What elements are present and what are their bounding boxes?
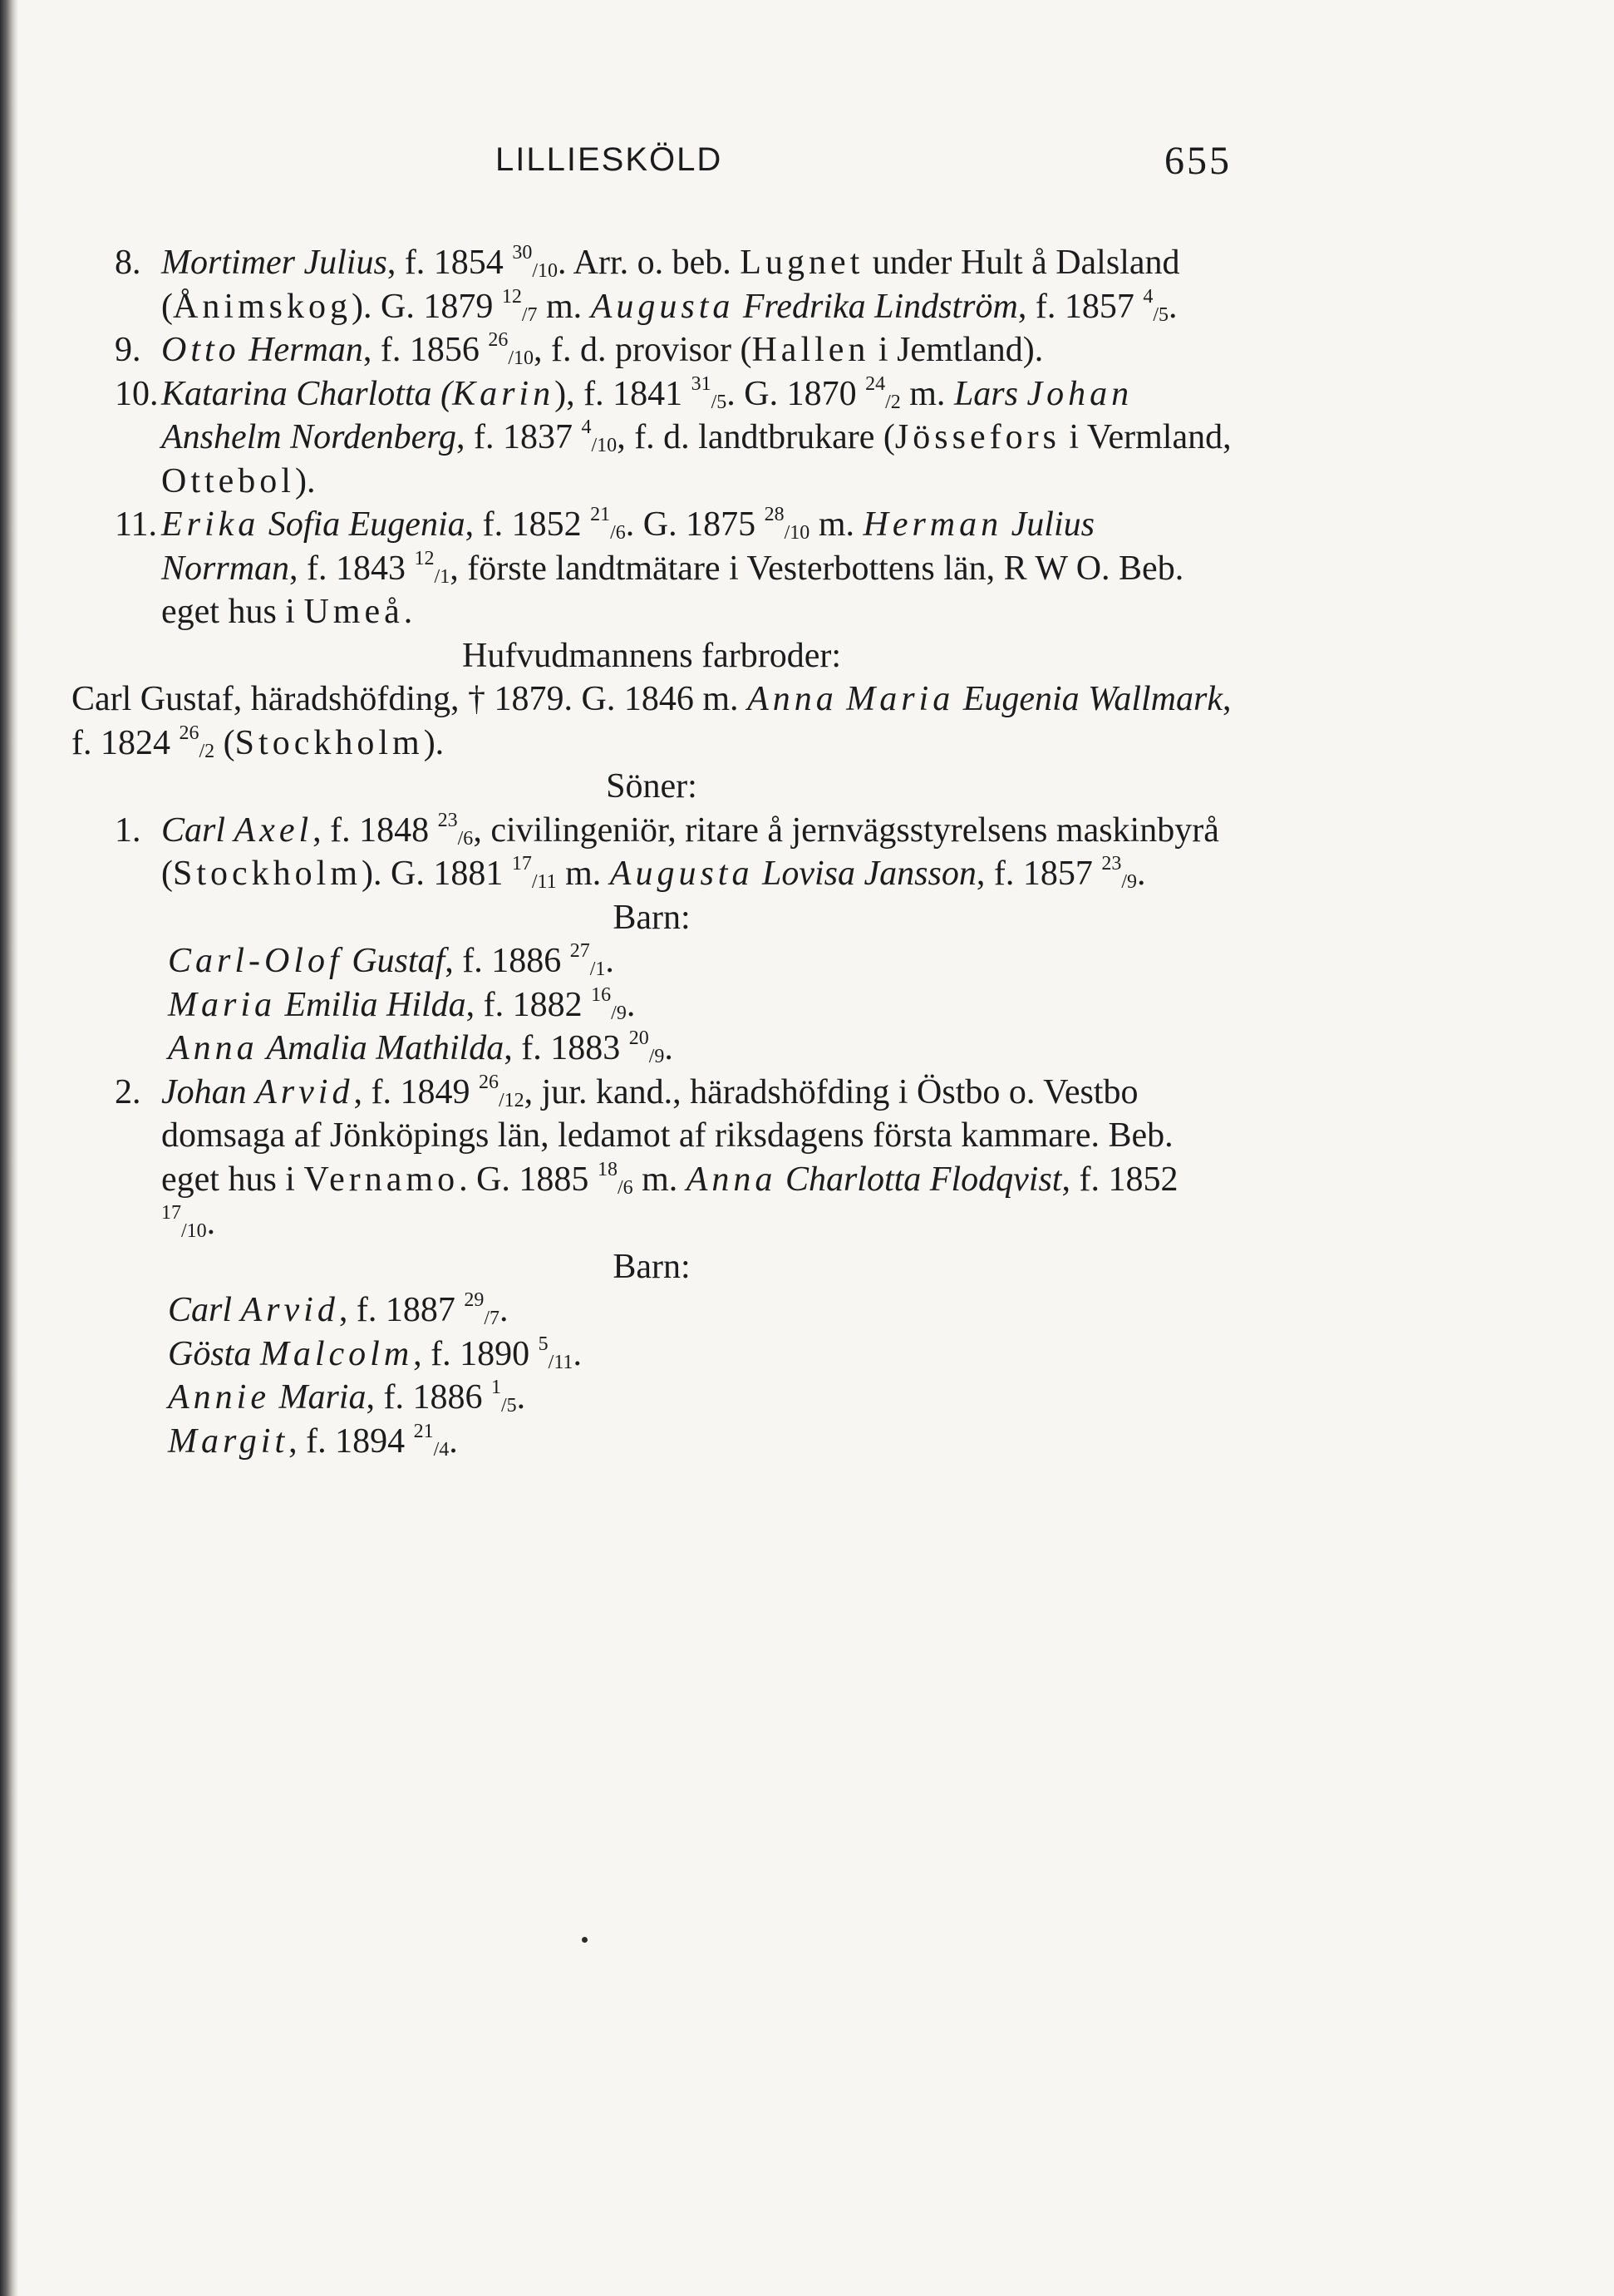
person-name: Carl-Olof xyxy=(168,942,343,980)
entry-text: . xyxy=(516,1378,526,1417)
running-title: LILLIESKÖLD xyxy=(495,141,723,178)
date-day: 29 xyxy=(464,1289,485,1311)
entry-text: . xyxy=(1137,855,1146,893)
entry-text: . xyxy=(605,942,614,980)
entry-text: under Hult å Dalsland ( xyxy=(161,244,1180,326)
person-name: Emilia Hilda xyxy=(276,985,466,1024)
entry-text: , f. 1852 xyxy=(1061,1160,1179,1199)
entry-text: , f. 1886 xyxy=(445,942,570,980)
spouse-name: Anna xyxy=(747,680,838,718)
date-month: /2 xyxy=(199,740,215,762)
entry-text: . Arr. o. beb. xyxy=(557,244,741,282)
person-name: Maria xyxy=(168,985,276,1024)
entry-text: , f. 1856 xyxy=(362,331,489,369)
spouse-name: Charlotta Flodqvist xyxy=(776,1160,1062,1199)
entry-text: ). xyxy=(294,461,316,500)
entry-number: 9. xyxy=(115,331,141,369)
person-name: Katarina Charlotta ( xyxy=(161,374,453,413)
entry-number: 8. xyxy=(115,244,141,282)
children-heading: Barn: xyxy=(613,898,691,937)
ink-speck xyxy=(582,1937,588,1943)
entry-8 xyxy=(71,241,1232,328)
entry-text: , f. 1857 xyxy=(976,855,1102,893)
children-heading: Barn: xyxy=(613,1247,691,1286)
entry-text: ). G. 1879 xyxy=(352,287,502,326)
entry-text: . xyxy=(403,593,413,631)
date-day: 23 xyxy=(1101,853,1122,875)
spouse-name: Augusta xyxy=(609,855,754,893)
entry-9 xyxy=(71,328,1232,372)
entry-number: 11. xyxy=(115,505,157,544)
entry-text: . G. 1875 xyxy=(625,505,765,544)
person-name: Malcolm xyxy=(259,1334,414,1373)
page-header xyxy=(71,141,1232,191)
place-name: Hallen xyxy=(751,331,870,369)
person-name: Arvid xyxy=(255,1072,354,1111)
person-name: Carl xyxy=(168,1291,241,1329)
date-day: 5 xyxy=(538,1333,549,1355)
date-day: 24 xyxy=(865,372,886,395)
entry-text: . G. 1870 xyxy=(726,374,866,413)
date-month: /11 xyxy=(548,1351,573,1373)
entry-text: m. xyxy=(809,505,864,544)
place-name: Jössefors xyxy=(894,418,1060,456)
entry-text: ( xyxy=(214,723,235,762)
place-name: Ottebol xyxy=(161,461,295,500)
date-month: /9 xyxy=(611,1002,627,1024)
entry-text: , f. 1894 xyxy=(288,1421,414,1461)
date-month: /6 xyxy=(457,827,474,850)
child-entry xyxy=(71,1288,1232,1333)
son-2 xyxy=(71,1071,1232,1245)
date-day: 30 xyxy=(512,242,533,264)
date-day: 21 xyxy=(413,1420,434,1442)
entry-text: , f. 1854 xyxy=(386,244,513,282)
date-day: 26 xyxy=(488,329,509,351)
date-day: 26 xyxy=(478,1071,499,1093)
date-month: /10 xyxy=(508,347,534,369)
entry-text: , jur. kand., häradshöfding i Östbo o. Vestbo domsaga af Jönköpings län, ledamot af riksdagens första kammare. Beb. eget hus i xyxy=(161,1072,1174,1199)
date-month: /6 xyxy=(617,1176,633,1199)
place-name: Ånimskog xyxy=(173,287,352,326)
entry-text: , f. 1837 xyxy=(456,418,582,456)
date-month: /9 xyxy=(1121,871,1137,893)
person-name: Johan xyxy=(161,1072,256,1111)
date-day: 28 xyxy=(764,504,785,525)
child-entry xyxy=(71,1420,1232,1464)
entry-text: , f. 1882 xyxy=(465,985,592,1024)
person-name: Annie xyxy=(168,1378,270,1417)
date-month: /10 xyxy=(591,435,618,456)
date-month: /10 xyxy=(532,260,558,282)
spouse-name: Lovisa Jansson xyxy=(753,855,977,893)
person-name: Margit xyxy=(168,1421,289,1461)
date-month: /7 xyxy=(484,1308,500,1329)
person-name: Sofia Eugenia xyxy=(259,505,465,544)
person-name: Arvid xyxy=(240,1291,339,1329)
child-entry xyxy=(71,1376,1232,1420)
entry-text: , f. 1843 xyxy=(289,549,415,588)
spouse-name: Augusta xyxy=(590,287,735,326)
entry-text: m. xyxy=(632,1160,686,1199)
uncle-entry xyxy=(71,677,1232,765)
person-name: Gösta xyxy=(168,1334,260,1373)
entry-text: ). G. 1881 xyxy=(362,855,512,893)
entry-text: , f. d. provisor ( xyxy=(534,331,752,369)
date-day: 1 xyxy=(490,1377,501,1398)
person-name: Mortimer Julius xyxy=(161,244,387,282)
spouse-name: Lars xyxy=(953,374,1027,413)
entry-11 xyxy=(71,503,1232,634)
date-day: 18 xyxy=(597,1158,618,1180)
date-day: 27 xyxy=(569,940,590,962)
place-name: Stockholm xyxy=(234,723,424,762)
entry-text: . xyxy=(573,1334,582,1373)
book-spine-shadow xyxy=(0,0,18,2296)
child-entry xyxy=(71,983,1232,1027)
place-name: Lugnet xyxy=(740,244,864,282)
entry-text: , f. 1883 xyxy=(504,1029,629,1067)
person-nickname: Karin xyxy=(452,374,555,413)
person-name: Otto xyxy=(161,331,240,369)
person-name: Anna xyxy=(168,1029,258,1067)
entry-text: . xyxy=(206,1204,216,1242)
date-month: /1 xyxy=(434,565,450,588)
entry-text: . xyxy=(626,985,636,1024)
entry-text: m. xyxy=(537,287,591,326)
child-entry xyxy=(71,1333,1232,1377)
date-day: 17 xyxy=(511,853,532,875)
entry-text: m. xyxy=(900,374,954,413)
entry-text: , f. 1886 xyxy=(366,1378,491,1417)
entry-text: , f. 1849 xyxy=(353,1072,479,1111)
date-month: /10 xyxy=(784,522,810,544)
spouse-name: Maria xyxy=(846,680,955,718)
date-month: /7 xyxy=(521,303,538,326)
date-month: /12 xyxy=(498,1089,524,1111)
entry-text: Carl Gustaf, häradshöfding, † 1879. G. 1846 m. xyxy=(71,680,748,718)
person-name: Erika xyxy=(161,505,260,544)
person-name: Amalia Mathilda xyxy=(258,1029,504,1067)
entry-text: , f. d. landtbrukare ( xyxy=(617,418,895,456)
date-month: /4 xyxy=(433,1438,450,1461)
entry-text: , f. 1890 xyxy=(413,1334,539,1373)
section-heading-sons: Söner: xyxy=(606,767,697,806)
spouse-name: Anshelm Nordenberg xyxy=(161,418,457,456)
entry-text: , f. 1857 xyxy=(1017,287,1144,326)
entry-number: 1. xyxy=(115,810,141,850)
entry-text: i Jemtland). xyxy=(869,331,1044,369)
child-entry xyxy=(71,1027,1232,1071)
person-name: Herman xyxy=(239,331,363,369)
entry-text: ), f. 1841 xyxy=(554,374,691,413)
date-day: 26 xyxy=(179,722,199,744)
date-month: /5 xyxy=(1153,303,1169,326)
date-day: 4 xyxy=(581,416,592,438)
entry-text: , f. 1852 xyxy=(465,505,591,544)
date-month: /1 xyxy=(589,958,606,980)
entry-text: , f. 1848 xyxy=(312,810,438,850)
date-month: /5 xyxy=(500,1395,517,1417)
date-month: /11 xyxy=(531,871,557,893)
date-month: /10 xyxy=(181,1220,207,1242)
entry-number: 2. xyxy=(115,1072,141,1111)
date-day: 17 xyxy=(161,1202,181,1224)
entry-10 xyxy=(71,372,1232,504)
entry-text: , f. 1824 xyxy=(71,680,1232,762)
date-day: 20 xyxy=(628,1027,649,1049)
page-body xyxy=(71,241,1232,1463)
date-day: 31 xyxy=(691,372,711,395)
date-month: /2 xyxy=(885,391,901,413)
place-name: Vernamo xyxy=(303,1160,460,1199)
spouse-name: Anna xyxy=(686,1160,777,1199)
person-name: Axel xyxy=(234,810,313,850)
date-month: /5 xyxy=(711,391,727,413)
entry-number: 10. xyxy=(115,374,159,413)
section-heading-uncle: Hufvudmannens farbroder: xyxy=(461,636,841,675)
entry-text: . xyxy=(1169,287,1178,326)
page-number: 655 xyxy=(1164,139,1232,183)
date-day: 12 xyxy=(414,547,435,569)
entry-text: . xyxy=(664,1029,673,1067)
person-name: Carl xyxy=(161,810,234,850)
entry-text: , förste landtmätare i Vesterbottens län, R W O. Beb. eget hus i xyxy=(161,549,1184,631)
date-month: /6 xyxy=(610,522,626,544)
entry-text: , f. 1887 xyxy=(338,1291,465,1329)
son-1 xyxy=(71,809,1232,896)
entry-text: m. xyxy=(556,855,610,893)
entry-text: . G. 1885 xyxy=(459,1160,598,1199)
date-day: 21 xyxy=(590,504,611,525)
entry-text: ). xyxy=(423,723,445,762)
place-name: Stockholm xyxy=(173,855,362,893)
place-name: Umeå xyxy=(303,593,404,631)
entry-text: . xyxy=(449,1421,458,1461)
date-day: 4 xyxy=(1143,285,1154,308)
person-name: Maria xyxy=(269,1378,367,1417)
date-month: /9 xyxy=(648,1046,665,1067)
person-name: Gustaf xyxy=(342,942,445,980)
spouse-name: Fredrika Lindström xyxy=(734,287,1018,326)
date-day: 23 xyxy=(437,809,458,831)
spouse-name: Eugenia Wallmark xyxy=(954,680,1223,718)
date-day: 12 xyxy=(501,285,522,308)
spouse-name: Julius Norrman xyxy=(161,505,1095,588)
entry-text: , civilingeniör, ritare å jernvägsstyrelsens maskinbyrå ( xyxy=(161,810,1219,893)
date-day: 16 xyxy=(591,983,612,1006)
entry-text: . xyxy=(499,1291,509,1329)
spouse-name: Herman xyxy=(863,505,1003,544)
spouse-name: Johan xyxy=(1026,374,1134,413)
entry-text: i Vermland, xyxy=(1060,418,1232,456)
child-entry xyxy=(71,939,1232,983)
